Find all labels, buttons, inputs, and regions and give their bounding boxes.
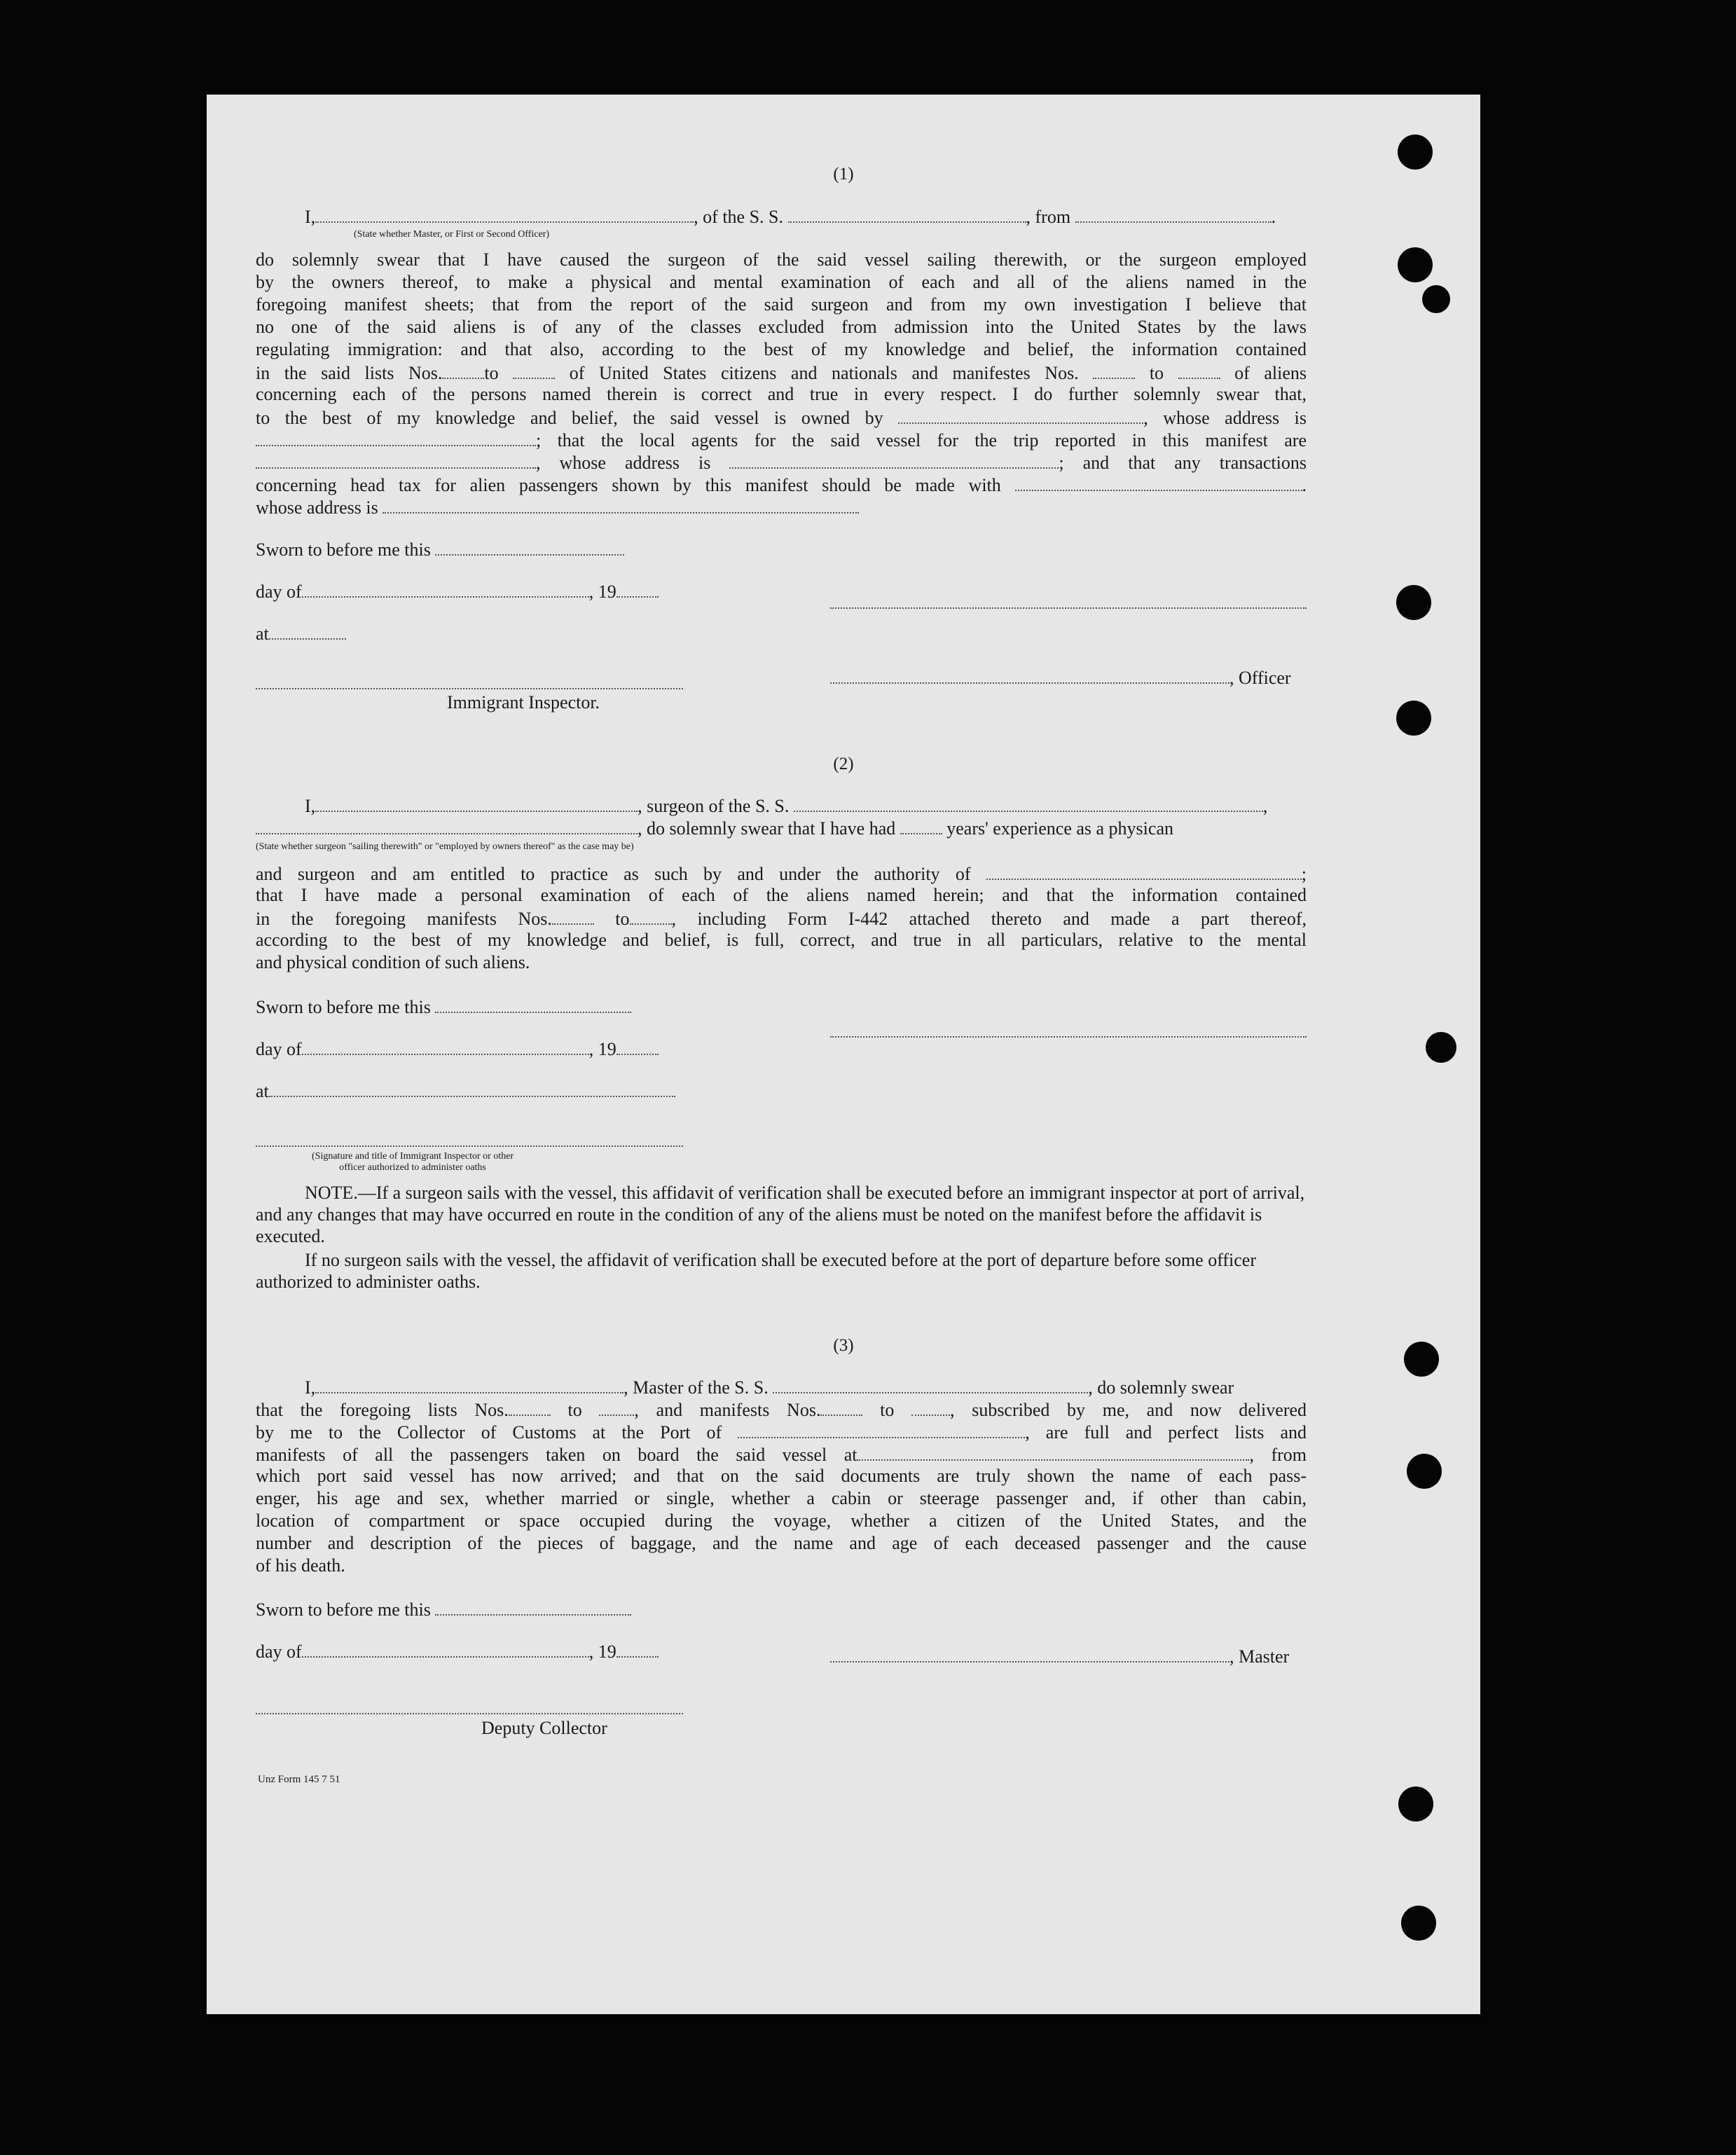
master-name-field[interactable] xyxy=(315,1375,624,1393)
s3-line1: I, , Master of the S. S. , do solemnly swear xyxy=(305,1375,1234,1399)
s2-manifests-line: in the foregoing manifests Nos. to , including Form I-442 attached thereto and made a part thereof, xyxy=(256,907,1307,930)
s1-inspector-signature-line[interactable] xyxy=(256,687,683,689)
s1-whose-line: , whose address is ; and that any transactions xyxy=(256,450,1307,474)
s1-day-of: day of , 19 xyxy=(256,579,659,603)
s2-sworn: Sworn to before me this xyxy=(256,995,631,1019)
s1-at-field[interactable] xyxy=(269,621,346,640)
citizen-list-to-field[interactable] xyxy=(513,361,555,379)
s1-text-3: foregoing manifest sheets; that from the report of the said surgeon and from my own investigation I believe that xyxy=(256,294,1307,315)
s3-list-to-field[interactable] xyxy=(599,1398,634,1416)
form-footer: Unz Form 145 7 51 xyxy=(258,1774,340,1785)
s3-text-4: number and description of the pieces of baggage, and the name and age of each deceased passenger and the cause xyxy=(256,1533,1307,1553)
note-paragraph-1: NOTE.—If a surgeon sails with the vessel, this affidavit of verification shall be executed before an immigrant inspector at port of arrival, and any changes that may have occurred en route in the condition of any of the aliens must be noted on the manifest before the affidavit is executed. xyxy=(256,1183,1305,1246)
punch-hole xyxy=(1422,285,1450,313)
headtax-party-field[interactable] xyxy=(1015,473,1302,491)
boarding-port-field[interactable] xyxy=(857,1443,1249,1461)
s1-officer-line: , Officer xyxy=(830,666,1291,689)
s2-at: at xyxy=(256,1079,675,1103)
s3-year-field[interactable] xyxy=(616,1639,659,1658)
s2-inspector-signature-line[interactable] xyxy=(256,1144,683,1147)
s1-address-line: whose address is xyxy=(256,495,859,519)
punch-hole xyxy=(1401,1906,1436,1941)
port-field[interactable] xyxy=(738,1420,1025,1438)
s3-sworn: Sworn to before me this xyxy=(256,1597,631,1621)
collector-signature-line[interactable] xyxy=(256,1712,683,1714)
surgeon-name-field[interactable] xyxy=(315,794,638,812)
authority-field[interactable] xyxy=(986,862,1302,880)
punch-hole xyxy=(1396,701,1431,736)
s3-lists-line: that the foregoing lists Nos. to , and manifests Nos. to , subscribed by me, and now delivered xyxy=(256,1398,1307,1421)
s1-line1: I, , of the S. S. , from . xyxy=(305,205,1276,228)
s2-signature-note: (Signature and title of Immigrant Inspector or other officer authorized to administer oaths xyxy=(312,1151,514,1173)
s3-board-line: manifests of all the passengers taken on board the said vessel at , from xyxy=(256,1443,1307,1466)
s3-manifest-from-field[interactable] xyxy=(820,1398,862,1416)
s1-text-5: regulating immigration: and that also, according to the best of my knowledge and belief, the information contained xyxy=(256,339,1307,359)
punch-hole xyxy=(1407,1454,1442,1489)
s2-year-field[interactable] xyxy=(616,1037,659,1055)
owner-field[interactable] xyxy=(898,406,1143,424)
vessel-name-field[interactable] xyxy=(788,205,1026,223)
master-signature-field[interactable] xyxy=(830,1644,1229,1662)
s1-text-2: by the owners thereof, to make a physical and mental examination of each and all of the aliens named in the xyxy=(256,272,1307,292)
s3-day-of: day of , 19 xyxy=(256,1639,659,1663)
s1-officer-signature-field[interactable] xyxy=(830,666,1229,684)
s1-sworn-day-field[interactable] xyxy=(435,537,624,556)
s1-headtax-line: concerning head tax for alien passengers shown by this manifest should be made with . xyxy=(256,473,1307,497)
s3-vessel-field[interactable] xyxy=(773,1375,1088,1393)
owner-address-field[interactable] xyxy=(256,428,536,446)
s1-sworn: Sworn to before me this xyxy=(256,537,624,561)
citizen-list-from-field[interactable] xyxy=(442,361,484,379)
from-port-field[interactable] xyxy=(1075,205,1272,223)
s3-port-line: by me to the Collector of Customs at the Port of , are full and perfect lists and xyxy=(256,1420,1307,1444)
s3-text-1: which port said vessel has now arrived; and that on the said documents are truly shown the name of each pass- xyxy=(256,1466,1307,1486)
agents-address-field[interactable] xyxy=(729,450,1059,469)
s2-text-1: according to the best of my knowledge and belief, is full, correct, and true in all particulars, relative to the mental xyxy=(256,930,1307,950)
s2-month-field[interactable] xyxy=(302,1037,589,1055)
collector-label: Deputy Collector xyxy=(481,1718,607,1738)
s3-text-3: location of compartment or space occupied during the voyage, whether a citizen of the United States, and the xyxy=(256,1510,1307,1531)
punch-hole xyxy=(1396,585,1431,620)
master-note: (State whether Master, or First or Second Officer) xyxy=(354,229,550,240)
s2-manifest-from-field[interactable] xyxy=(552,907,594,925)
s2-manifest-to-field[interactable] xyxy=(630,907,672,925)
s3-month-field[interactable] xyxy=(302,1639,589,1658)
s1-at: at xyxy=(256,621,346,645)
alien-manifest-to-field[interactable] xyxy=(1178,361,1220,379)
punch-hole xyxy=(1404,1342,1439,1377)
s1-inspector-label: Immigrant Inspector. xyxy=(447,692,600,712)
s2-at-field[interactable] xyxy=(269,1079,675,1097)
years-experience-field[interactable] xyxy=(900,816,942,834)
punch-hole xyxy=(1398,247,1433,282)
affidavit-form-page xyxy=(207,95,1480,2014)
s3-last-line: of his death. xyxy=(256,1555,345,1576)
s2-vessel-field[interactable] xyxy=(794,794,1263,812)
s1-lists-line: in the said lists Nos. to of United States citizens and nationals and manifestes Nos. to of aliens xyxy=(256,361,1307,385)
s2-day-of: day of , 19 xyxy=(256,1037,659,1061)
s2-last-line: and physical condition of such aliens. xyxy=(256,952,530,972)
section-1-number: (1) xyxy=(833,165,854,184)
punch-hole xyxy=(1426,1032,1456,1063)
s1-text-4: no one of the said aliens is of any of the classes excluded from admission into the United States by the laws xyxy=(256,317,1307,337)
s2-line2: , do solemnly swear that I have had years' experience as a physican xyxy=(256,816,1173,840)
s2-sworn-day-field[interactable] xyxy=(435,995,631,1013)
s1-text-1: do solemnly swear that I have caused the surgeon of the said vessel sailing therewith, or the surgeon employed xyxy=(256,249,1307,270)
surgeon-note: (State whether surgeon "sailing therewith" or "employed by owners thereof" as the case may be) xyxy=(256,841,634,852)
s3-text-2: enger, his age and sex, whether married or single, whether a cabin or steerage passenger and, if other than cabin, xyxy=(256,1488,1307,1508)
punch-hole xyxy=(1398,1786,1433,1822)
alien-manifest-from-field[interactable] xyxy=(1093,361,1135,379)
punch-hole xyxy=(1398,135,1433,170)
s2-authority-line: and surgeon and am entitled to practice as such by and under the authority of ; xyxy=(256,862,1307,886)
section-3-number: (3) xyxy=(833,1336,854,1355)
s3-master-line: , Master xyxy=(830,1644,1289,1668)
s3-list-from-field[interactable] xyxy=(509,1398,551,1416)
surgeon-status-field[interactable] xyxy=(256,816,638,834)
s1-month-field[interactable] xyxy=(302,579,589,598)
s1-year-field[interactable] xyxy=(616,579,659,598)
s2-line1: I, , surgeon of the S. S. , xyxy=(305,794,1267,818)
s1-concerning-line: concerning each of the persons named therein is correct and true in every respect. I do further solemnly swear that, xyxy=(256,384,1307,404)
s1-officer-signature-top[interactable] xyxy=(830,606,1307,609)
note-paragraph-2: If no surgeon sails with the vessel, the affidavit of verification shall be executed before at the port of departure before some officer authorized to administer oaths. xyxy=(256,1250,1257,1292)
headtax-address-field[interactable] xyxy=(383,495,859,514)
s1-owned-line: to the best of my knowledge and belief, the said vessel is owned by , whose address is xyxy=(256,406,1307,429)
s2-surgeon-signature-line[interactable] xyxy=(830,1035,1307,1038)
s3-manifest-to-field[interactable] xyxy=(911,1398,950,1416)
section-2-number: (2) xyxy=(833,755,854,773)
s3-sworn-day-field[interactable] xyxy=(435,1597,631,1616)
s2-exam-line: that I have made a personal examination of each of the aliens named herein; and that the information contained xyxy=(256,885,1307,905)
s1-agents-line: ; that the local agents for the said vessel for the trip reported in this manifest are xyxy=(256,428,1307,452)
agents-field[interactable] xyxy=(256,450,536,469)
officer-name-field[interactable] xyxy=(315,205,694,223)
